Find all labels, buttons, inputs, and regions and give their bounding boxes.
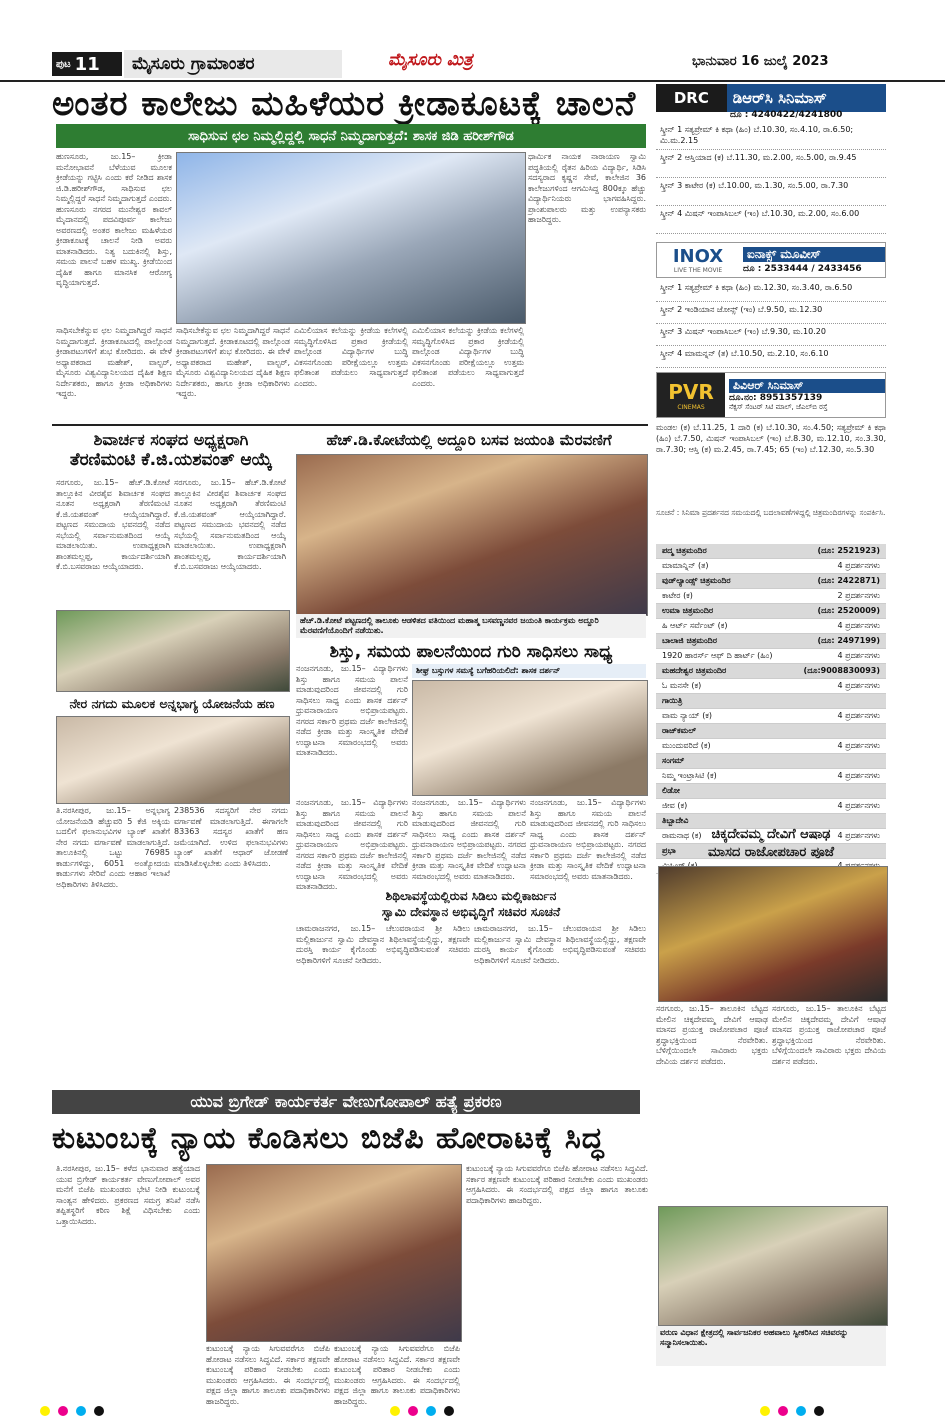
chikkadevamma-body: ಸರಗೂರು, ಜು.15– ತಾಲೂಕಿನ ಬೆಟ್ಟದ ಮೇಲಿನ ಚಿಕ್ಕದೇವಮ್ಮ ದೇವಿಗೆ ಆಷಾಢ ಮಾಸದ ಪ್ರಯುಕ್ತ ರಾಜೋಪಚಾರ ಪೂಜೆ ಶ್ರದ್ಧಾಭಕ್ತಿಯಿಂದ ನೆರವೇರಿತು. ಬೆಳಿಗ್ಗೆಯಿಂದಲೇ ಸಾವಿರಾರು ಭಕ್ತರು ದೇವಿಯ ದರ್ಶನ ಪಡೆದರು. [656, 1004, 768, 1066]
registration-dot [40, 1406, 50, 1416]
pvr-address: ನೆಕ್ಸಸ್ ಸೆಂಟರ್ ಸಿಟಿ ಮಾಲ್, ಜೆ‌ಎಲ್‌ಬಿ ರಸ್ತೆ [729, 402, 828, 411]
film-title: ಜೀವ (ಕ) [662, 801, 688, 810]
drc-listing: ಸ್ಕ್ರೀನ್ 4 ಮಿಷನ್ ಇಂಪಾಸಿಬಲ್ (ಇಂ) ಬೆ.10.30, ಮ.2.00, ಸಂ.6.00 [656, 206, 886, 234]
theatre-name: ಗಾಯಿತ್ರಿ [662, 696, 683, 705]
film-title: 1920 ಹಾರರ್ಸ್ ಆಫ್ ದಿ ಹಾರ್ಟ್ (ಹಿಂ) [662, 651, 773, 660]
inox-listing: ಸ್ಕ್ರೀನ್ 4 ಮಾಮನ್ನನ್ (ತ) ಬೆ.10.50, ಮ.2.10, ಸಂ.6.10 [656, 346, 886, 368]
pvr-phone: ದೂ.ನಂ: 8951357139 [729, 392, 823, 403]
theatre-name: ರಾಜ್‌ಕಮಲ್ [662, 726, 697, 735]
theatre-table [656, 544, 886, 874]
tkm-headline-line1: ಶಿವಾರ್ಚಕ ಸಂಘದ ಅಧ್ಯಕ್ಷರಾಗಿ [93, 430, 249, 449]
youth-body-4: ಕುಟುಂಬಕ್ಕೆ ನ್ಯಾಯ ಸಿಗುವವರೆಗೂ ಬಿಜೆಪಿ ಹೋರಾಟ ನಡೆಸಲು ಸಿದ್ಧವಿದೆ. ಸರ್ಕಾರ ತಕ್ಷಣವೇ ಕುಟುಂಬಕ್ಕೆ ಪರಿಹಾರ ನೀಡಬೇಕು ಎಂದು ಮುಖಂಡರು ಆಗ್ರಹಿಸಿದರು. ಈ ಸಂದರ್ಭದಲ್ಲಿ ಪಕ್ಷದ ಜಿಲ್ಲಾ ಹಾಗೂ ತಾಲೂಕು ಪದಾಧಿಕಾರಿಗಳು ಹಾಜರಿದ್ದರು. [466, 1164, 648, 1205]
theatre-name-row [656, 784, 886, 799]
drc-title: ಡಿಆರ್‌ಸಿ ಸಿನಿಮಾಸ್ [727, 84, 886, 112]
theatre-name: ಸಂಗಮ್ [662, 756, 685, 765]
tkm-photo [56, 610, 290, 692]
show-count: 4 ಪ್ರದರ್ಶನಗಳು [837, 831, 880, 840]
inox-logo: INOX [672, 246, 724, 267]
varuna-photo [658, 1206, 888, 1326]
lead-col3b: ಎಮಿಲಿಯಾಸ ಕಲೆಯನ್ನು ಕ್ರೀಡೆಯ ಕಲೆಗಳಲ್ಲಿ ಸಮೃದ್ಧಿಗೊಳಿಸಿದ ಪ್ರಕಾರ ಕ್ರೀಡೆಯಲ್ಲಿ ಪಾಲ್ಗೊಂಡ ವಿದ್ಯಾರ್ಥಿಗಳ ಬುದ್ಧಿ ವಿಕಸನಗೊಂಡು ಪರೀಕ್ಷೆಯಲ್ಲೂ ಉತ್ತಮ ಫಲಿತಾಂಶ ಪಡೆಯಲು ಸಾಧ್ಯವಾಗುತ್ತದೆ ಎಂದರು. [412, 326, 524, 388]
varuna-caption: ವರುಣ ವಿಧಾನ ಕ್ಷೇತ್ರದಲ್ಲಿ ಸಾರ್ವಜನಿಕರ ಅಹವಾಲು ಸ್ವೀಕರಿಸಿದ ಸಚಿವರನ್ನು ಸನ್ಮಾನಿಸಲಾಯಿತು. [656, 1326, 886, 1366]
theatre-phone: (ದೂ: 2521923) [817, 546, 880, 555]
film-title: ಕಾಟೇರ (ಕ) [662, 591, 693, 600]
film-title: ಮಾಮಾನ್ನಿನ್ (ತ) [662, 561, 709, 570]
pvr-title-block [725, 373, 885, 417]
shisthu-photo [412, 680, 648, 796]
drc-listings [656, 122, 886, 234]
show-count: 4 ಪ್ರದರ್ಶನಗಳು [837, 711, 880, 720]
theatre-name-row [656, 694, 886, 709]
theatre-film-row [656, 799, 886, 814]
registration-dot [444, 1406, 454, 1416]
lead-photo [176, 152, 526, 324]
lead-col3: ಎಮಿಲಿಯಾಸ ಕಲೆಯನ್ನು ಕ್ರೀಡೆಯ ಕಲೆಗಳಲ್ಲಿ ಸಮೃದ್ಧಿಗೊಳಿಸಿದ ಪ್ರಕಾರ ಕ್ರೀಡೆಯಲ್ಲಿ ಪಾಲ್ಗೊಂಡ ವಿದ್ಯಾರ್ಥಿಗಳ ಬುದ್ಧಿ ವಿಕಸನಗೊಂಡು ಪರೀಕ್ಷೆಯಲ್ಲೂ ಉತ್ತಮ ಫಲಿತಾಂಶ ಪಡೆಯಲು ಸಾಧ್ಯವಾಗುತ್ತದೆ ಎಂದರು. [294, 326, 408, 388]
drc-phone: ದೂ : 4240422/4241800 [730, 110, 843, 120]
basava-caption: ಹೆಚ್.ಡಿ.ಕೋಟೆ ಪಟ್ಟಣದಲ್ಲಿ ತಾಲೂಕು ಆಡಳಿತದ ವತಿಯಿಂದ ಮಹಾತ್ಮ ಬಸವಣ್ಣನವರ ಜಯಂತಿ ಕಾರ್ಯಕ್ರಮ ಅದ್ದೂರಿ ಮೆರವಣಿಗೆಯೊಂದಿಗೆ ನಡೆಯಿತು. [296, 614, 646, 638]
registration-dot [408, 1406, 418, 1416]
inox-listings [656, 280, 886, 368]
page-label: ಪುಟ [56, 58, 71, 70]
paper-logo: ಮೈಸೂರು ಮಿತ್ರ [388, 50, 473, 70]
theatre-name: ಉಮಾ ಚಿತ್ರಮಂದಿರ [662, 606, 714, 615]
show-count: 4 ಪ್ರದರ್ಶನಗಳು [837, 771, 880, 780]
section-name: ಮೈಸೂರು ಗ್ರಾಮಾಂತರ [124, 50, 342, 78]
basava-photo [296, 454, 648, 616]
lead-subhead: ಸಾಧಿಸುವ ಛಲ ನಿಮ್ಮಲ್ಲಿದ್ದಲ್ಲಿ ಸಾಧನೆ ನಿಮ್ಮದಾಗುತ್ತದೆ: ಶಾಸಕ ಜಿಡಿ ಹರೀಶ್‍ಗೌಡ [56, 124, 646, 148]
youth-banner: ಯುವ ಬ್ರಿಗೇಡ್ ಕಾರ್ಯಕರ್ತ ವೇಣುಗೋಪಾಲ್ ಹತ್ಯೆ ಪ್ರಕರಣ [52, 1090, 640, 1114]
inox-logo-block [657, 243, 739, 277]
registration-dot [76, 1406, 86, 1416]
theatre-name: ಪದ್ಮ ಚಿತ್ರಮಂದಿರ [662, 546, 707, 555]
registration-dot [796, 1406, 806, 1416]
registration-dot [94, 1406, 104, 1416]
theatre-film-row [656, 709, 886, 724]
film-title: ಹಿ ಆರ್ಟ್ ಸರ್ವೆಂಟ್ (ಕ) [662, 621, 728, 630]
tkm-headline [56, 430, 286, 470]
inox-listing: ಸ್ಕ್ರೀನ್ 2 ಇಂಡಿಯಾನ ಜೋನ್ಸ್ (ಇಂ) ಬೆ.9.50, ಮ.12.30 [656, 302, 886, 324]
inox-listing: ಸ್ಕ್ರೀನ್ 1 ಸತ್ಯಪ್ರೇಮ್ ಕಿ ಕಥಾ (ಹಿಂ) ಮ.12.30, ಸಂ.3.40, ರಾ.6.50 [656, 280, 886, 302]
registration-dot [814, 1406, 824, 1416]
shisthu-body-2: ನಂಜನಗೂಡು, ಜು.15– ವಿದ್ಯಾರ್ಥಿಗಳು ಶಿಸ್ತು ಹಾಗೂ ಸಮಯ ಪಾಲನೆ ಮಾಡುವುದರಿಂದ ಜೀವನದಲ್ಲಿ ಗುರಿ ಸಾಧಿಸಲು ಸಾಧ್ಯ ಎಂದು ಶಾಸಕ ದರ್ಶನ್ ಧ್ರುವನಾರಾಯಣ ಅಭಿಪ್ರಾಯಪಟ್ಟರು. ನಗರದ ಸರ್ಕಾರಿ ಪ್ರಥಮ ದರ್ಜೆ ಕಾಲೇಜಿನಲ್ಲಿ ನಡೆದ ಕ್ರೀಡಾ ಮತ್ತು ಸಾಂಸ್ಕೃತಿಕ ವೇದಿಕೆ ಉದ್ಘಾಟನಾ ಸಮಾರಂಭದಲ್ಲಿ ಅವರು ಮಾತನಾಡಿದರು. [296, 798, 408, 891]
shisthu-photo-caption: ಶೀಘ್ರ ಬಸ್ಸುಗಳ ಸಮಸ್ಯೆ ಬಗೆಹರಿಯಲಿದೆ: ಶಾಸಕ ದರ್ಶನ್ [412, 664, 646, 678]
theatre-film-row [656, 589, 886, 604]
chikkadevamma-headline [656, 826, 886, 862]
show-count: 4 ಪ್ರದರ್ಶನಗಳು [837, 801, 880, 810]
inox-title: ಐನಾಕ್ಸ್ ಮೂವೀಸ್ [743, 247, 885, 262]
drc-listing: ಸ್ಕ್ರೀನ್ 2 ಆಸ್ತಿಯಾದ (ಕ) ಬೆ.11.30, ಮ.2.00, ಸಂ.5.00, ರಾ.9.45 [656, 150, 886, 178]
youth-headline: ಕುಟುಂಬಕ್ಕೆ ನ್ಯಾಯ ಕೊಡಿಸಲು ಬಿಜೆಪಿ ಹೋರಾಟಕ್ಕೆ ಸಿದ್ಧ [52, 1121, 605, 1156]
theatre-film-row [656, 649, 886, 664]
chikkadevamma-photo [658, 866, 888, 1002]
page-number: 11 [74, 53, 100, 75]
theatre-name: ಲಿಡೋ [662, 786, 680, 795]
theatre-name-row [656, 544, 886, 559]
drc-listing: ಸ್ಕ್ರೀನ್ 3 ಕಾಟೇರ (ಕ) ಬೆ.10.00, ಮ.1.30, ಸಂ.5.00, ರಾ.7.30 [656, 178, 886, 206]
registration-dot [760, 1406, 770, 1416]
registration-dot [426, 1406, 436, 1416]
theatre-phone: (ದೂ: 2497199) [817, 636, 880, 645]
show-count: 4 ಪ್ರದರ್ಶನಗಳು [837, 741, 880, 750]
lead-col2: ಸಾಧಿಸಬೇಕೆನ್ನುವ ಛಲ ನಿಮ್ಮದಾಗಿದ್ದರೆ ಸಾಧನೆ ನಿಮ್ಮದಾಗುತ್ತದೆ. ಕ್ರೀಡಾಕೂಟದಲ್ಲಿ ಪಾಲ್ಗೊಂಡ ಕ್ರೀಡಾಪಟುಗಳಿಗೆ ಶುಭ ಕೋರಿದರು. ಈ ವೇಳೆ ಅಧ್ಯಾಪಕರಾದ ಮಹೇಶ್, ವಾಲ್ಟರ್, ಮೈಸೂರು ವಿಶ್ವವಿದ್ಯಾನಿಲಯದ ದೈಹಿಕ ಶಿಕ್ಷಣ ನಿರ್ದೇಶಕರು, ಹಾಗೂ ಕ್ರೀಡಾ ಅಧಿಕಾರಿಗಳು ಇದ್ದರು. [176, 326, 290, 398]
divider [52, 424, 648, 426]
shisthu-headline: ಶಿಸ್ತು, ಸಮಯ ಪಾಲನೆಯಿಂದ ಗುರಿ ಸಾಧಿಸಲು ಸಾಧ್ಯ [329, 642, 613, 662]
drc-listing: ಸ್ಕ್ರೀನ್ 1 ಸತ್ಯಪ್ರೇಮ್ ಕಿ ಕಥಾ (ಹಿಂ) ಬೆ.10.30, ಸಂ.4.10, ರಾ.6.50; ಮಿ.ಮ.2.15 [656, 122, 886, 150]
pvr-sub: CINEMAS [677, 403, 705, 411]
theatre-film-row [656, 619, 886, 634]
inox-phone: ದೂ : 2533444 / 2433456 [743, 263, 862, 274]
film-title: ವಾಮ ನ್ಯಾಯ್ (ಕ) [662, 711, 713, 720]
film-title: ಮುಂದುವರಿದೆ (ಕ) [662, 741, 711, 750]
inox-header [656, 242, 886, 278]
show-count: 4 ಪ್ರದರ್ಶನಗಳು [837, 681, 880, 690]
theatre-phone: (ದೂ:9008830093) [803, 666, 880, 675]
registration-dot [58, 1406, 68, 1416]
film-title: ಓ ಮನಸೇ (ಕ) [662, 681, 702, 690]
tkm-body-2: ಸರಗೂರು, ಜು.15– ಹೆಚ್.ಡಿ.ಕೋಟೆ ತಾಲ್ಲೂಕಿನ ವೀರಶೈವ ಶಿವಾರ್ಚಕ ಸಂಘದ ನೂತನ ಅಧ್ಯಕ್ಷರಾಗಿ ತೆರಣಿಮಂಟಿ ಕೆ.ಜಿ.ಯಶವಂತ್ ಆಯ್ಕೆಯಾಗಿದ್ದಾರೆ. ಪಟ್ಟಣದ ಸಮುದಾಯ ಭವನದಲ್ಲಿ ನಡೆದ ಸಭೆಯಲ್ಲಿ ಸರ್ವಾನುಮತದಿಂದ ಆಯ್ಕೆ ಮಾಡಲಾಯಿತು. ಉಪಾಧ್ಯಕ್ಷರಾಗಿ ಶಾಂತಮಲ್ಲಪ್ಪ, ಕಾರ್ಯದರ್ಶಿಯಾಗಿ ಕೆ.ಬಿ.ಬಸವರಾಜು ಆಯ್ಕೆಯಾದರು. [174, 478, 286, 571]
youth-body: ತಿ.ನರಸೀಪುರ, ಜು.15– ಕಳೆದ ಭಾನುವಾರ ಹತ್ಯೆಯಾದ ಯುವ ಬ್ರಿಗೇಡ್ ಕಾರ್ಯಕರ್ತ ವೇಣುಗೋಪಾಲ್ ಅವರ ಮನೆಗೆ ಬಿಜೆಪಿ ಮುಖಂಡರು ಭೇಟಿ ನೀಡಿ ಕುಟುಂಬಕ್ಕೆ ಸಾಂತ್ವನ ಹೇಳಿದರು. ಪ್ರಕರಣದ ಸಮಗ್ರ ತನಿಖೆ ನಡೆಸಿ ತಪ್ಪಿತಸ್ಥರಿಗೆ ಕಠಿಣ ಶಿಕ್ಷೆ ವಿಧಿಸಬೇಕು ಎಂದು ಒತ್ತಾಯಿಸಿದರು. [56, 1164, 200, 1226]
theatre-name-row [656, 604, 886, 619]
theatre-film-row [656, 559, 886, 574]
theatre-name: ಮಹದೇಶ್ವರ ಚಿತ್ರಮಂದಿರ [662, 666, 727, 675]
show-count: 2 ಪ್ರದರ್ಶನಗಳು [837, 591, 880, 600]
youth-photo [206, 1164, 462, 1342]
mallikarjuna-headline [296, 888, 646, 920]
pvr-header [656, 372, 886, 418]
youth-body-3: ಕುಟುಂಬಕ್ಕೆ ನ್ಯಾಯ ಸಿಗುವವರೆಗೂ ಬಿಜೆಪಿ ಹೋರಾಟ ನಡೆಸಲು ಸಿದ್ಧವಿದೆ. ಸರ್ಕಾರ ತಕ್ಷಣವೇ ಕುಟುಂಬಕ್ಕೆ ಪರಿಹಾರ ನೀಡಬೇಕು ಎಂದು ಮುಖಂಡರು ಆಗ್ರಹಿಸಿದರು. ಈ ಸಂದರ್ಭದಲ್ಲಿ ಪಕ್ಷದ ಜಿಲ್ಲಾ ಹಾಗೂ ತಾಲೂಕು ಪದಾಧಿಕಾರಿಗಳು ಹಾಜರಿದ್ದರು. [334, 1344, 460, 1406]
mallikarjuna-body: ಚಾಮರಾಜನಗರ, ಜು.15– ಚೆಲುವರಾಯನ ಶ್ರೀ ಸಿಡಿಲು ಮಲ್ಲಿಕಾರ್ಜುನ ಸ್ವಾಮಿ ದೇವಸ್ಥಾನ ಶಿಥಿಲಾವಸ್ಥೆಯಲ್ಲಿದ್ದು, ತಕ್ಷಣವೇ ದುರಸ್ತಿ ಕಾರ್ಯ ಕೈಗೊಂಡು ಅಭಿವೃದ್ಧಿಪಡಿಸುವಂತೆ ಸಚಿವರು ಅಧಿಕಾರಿಗಳಿಗೆ ಸೂಚನೆ ನೀಡಿದರು. [296, 924, 470, 965]
theatre-phone: (ದೂ: 2520009) [817, 606, 880, 615]
registration-dot [778, 1406, 788, 1416]
theatre-name: ಬಾಲಾಜಿ ಚಿತ್ರಮಂದಿರ [662, 636, 717, 645]
theatre-name-row [656, 664, 886, 679]
anna-body: ತಿ.ನರಸೀಪುರ, ಜು.15– ಅನ್ನಭಾಗ್ಯ ಯೋಜನೆಯಡಿ ಹೆಚ್ಚುವರಿ 5 ಕೆಜಿ ಅಕ್ಕಿಯ ಬದಲಿಗೆ ಫಲಾನುಭವಿಗಳ ಬ್ಯಾಂಕ್ ಖಾತೆಗೆ ನೇರ ನಗದು ವರ್ಗಾವಣೆ ಮಾಡಲಾಗುತ್ತಿದೆ. ತಾಲೂಕಿನಲ್ಲಿ ಒಟ್ಟು 76985 ಕಾರ್ಡುಗಳಿದ್ದು, 6051 ಅಂತ್ಯೋದಯ ಕಾರ್ಡುಗಳು ಸೇರಿವೆ ಎಂದು ಆಹಾರ ಇಲಾಖೆ ಅಧಿಕಾರಿಗಳು ತಿಳಿಸಿದರು. [56, 806, 170, 889]
theatre-film-row [656, 739, 886, 754]
drc-logo: DRC [656, 84, 727, 112]
tkm-headline-line2: ತೆರಣಿಮಂಟಿ ಕೆ.ಜಿ.ಯಶವಂತ್ ಆಯ್ಕೆ [69, 450, 273, 470]
registration-marks-right [760, 1406, 824, 1416]
youth-body-2: ಕುಟುಂಬಕ್ಕೆ ನ್ಯಾಯ ಸಿಗುವವರೆಗೂ ಬಿಜೆಪಿ ಹೋರಾಟ ನಡೆಸಲು ಸಿದ್ಧವಿದೆ. ಸರ್ಕಾರ ತಕ್ಷಣವೇ ಕುಟುಂಬಕ್ಕೆ ಪರಿಹಾರ ನೀಡಬೇಕು ಎಂದು ಮುಖಂಡರು ಆಗ್ರಹಿಸಿದರು. ಈ ಸಂದರ್ಭದಲ್ಲಿ ಪಕ್ಷದ ಜಿಲ್ಲಾ ಹಾಗೂ ತಾಲೂಕು ಪದಾಧಿಕಾರಿಗಳು ಹಾಜರಿದ್ದರು. [206, 1344, 330, 1406]
theatre-name-row [656, 754, 886, 769]
show-count: 4 ಪ್ರದರ್ಶನಗಳು [837, 561, 880, 570]
chikkadevamma-headline-line1: ಚಿಕ್ಕದೇವಮ್ಮ ದೇವಿಗೆ ಆಷಾಢ [711, 827, 831, 842]
lead-col4: ಧಾರ್ಮಿಕ ನಾಯಕ ನಾರಾಯಣ ಸ್ವಾಮಿ ಪದ್ಧತಿಯಲ್ಲಿ ರೈತನ ಹಿರಿಯ ವಿದ್ಯಾರ್ಥಿ, ಸಿಡಿಸಿ ಸದಸ್ಯರಾದ ಕೃಷ್ಣನ ಸೇವೆ, ಕಾಲೇಜಿನ 36 ಕಾಲೇಜುಗಳಿಂದ ಆಗಮಿಸಿದ್ದ 800ಕ್ಕೂ ಹೆಚ್ಚು ವಿದ್ಯಾರ್ಥಿನಿಯರು ಭಾಗವಹಿಸಿದ್ದರು. ಪ್ರಾಂಶುಪಾಲರು ಮತ್ತು ಉಪನ್ಯಾಸಕರು ಹಾಜರಿದ್ದರು. [528, 152, 646, 224]
dateline: ಭಾನುವಾರ 16 ಜುಲೈ 2023 [692, 54, 829, 69]
shisthu-body-3: ನಂಜನಗೂಡು, ಜು.15– ವಿದ್ಯಾರ್ಥಿಗಳು ಶಿಸ್ತು ಹಾಗೂ ಸಮಯ ಪಾಲನೆ ಮಾಡುವುದರಿಂದ ಜೀವನದಲ್ಲಿ ಗುರಿ ಸಾಧಿಸಲು ಸಾಧ್ಯ ಎಂದು ಶಾಸಕ ದರ್ಶನ್ ಧ್ರುವನಾರಾಯಣ ಅಭಿಪ್ರಾಯಪಟ್ಟರು. ನಗರದ ಸರ್ಕಾರಿ ಪ್ರಥಮ ದರ್ಜೆ ಕಾಲೇಜಿನಲ್ಲಿ ನಡೆದ ಕ್ರೀಡಾ ಮತ್ತು ಸಾಂಸ್ಕೃತಿಕ ವೇದಿಕೆ ಉದ್ಘಾಟನಾ ಸಮಾರಂಭದಲ್ಲಿ ಅವರು ಮಾತನಾಡಿದರು. [412, 798, 526, 881]
theatre-name-row [656, 574, 886, 589]
registration-dot [390, 1406, 400, 1416]
theatre-name-row [656, 724, 886, 739]
page-number-badge [52, 52, 122, 76]
registration-marks-left [40, 1406, 104, 1416]
chikkadevamma-body-2: ಸರಗೂರು, ಜು.15– ತಾಲೂಕಿನ ಬೆಟ್ಟದ ಮೇಲಿನ ಚಿಕ್ಕದೇವಮ್ಮ ದೇವಿಗೆ ಆಷಾಢ ಮಾಸದ ಪ್ರಯುಕ್ತ ರಾಜೋಪಚಾರ ಪೂಜೆ ಶ್ರದ್ಧಾಭಕ್ತಿಯಿಂದ ನೆರವೇರಿತು. ಬೆಳಿಗ್ಗೆಯಿಂದಲೇ ಸಾವಿರಾರು ಭಕ್ತರು ದೇವಿಯ ದರ್ಶನ ಪಡೆದರು. [772, 1004, 886, 1066]
lead-col1: ಹುಣಸೂರು, ಜು.15– ಕ್ರೀಡಾ ಮನೋಭಾವನೆ ಬೆಳೆಯುವ ಮೂಲಕ ಕ್ರೀಡೆಯನ್ನು ಗಟ್ಟಿಸಿ ಎಂದು ಕರೆ ನೀಡಿದ ಶಾಸಕ ಜಿ.ಡಿ.ಹರೀಶ್‍ಗೌಡ, ಸಾಧಿಸುವ ಛಲ ನಿಮ್ಮಲ್ಲಿದ್ದರೆ ಸಾಧನೆ ನಿಮ್ಮದಾಗುತ್ತದೆ ಎಂದರು. ಹುಣಸೂರು ನಗರದ ಮುನೇಶ್ವರ ಕಾವಲ್ ಮೈದಾನದಲ್ಲಿ ಪದವಿಪೂರ್ವ ಕಾಲೇಜು ಅವರಣದಲ್ಲಿ ಅಂತರ ಕಾಲೇಜು ಮಹಿಳೆಯರ ಕ್ರೀಡಾಕೂಟಕ್ಕೆ ಚಾಲನೆ ನೀಡಿ ಅವರು ಮಾತನಾಡಿದರು. ನಿತ್ಯ ಬದುಕಿನಲ್ಲಿ ಶಿಸ್ತು, ಸಮಯ ಪಾಲನೆ ಬಹಳ ಮುಖ್ಯ. ಕ್ರೀಡೆಯಿಂದ ದೈಹಿಕ ಹಾಗೂ ಮಾನಸಿಕ ಆರೋಗ್ಯ ವೃದ್ಧಿಯಾಗುತ್ತದೆ. [56, 152, 172, 287]
theatre-film-row [656, 679, 886, 694]
lead-headline: ಅಂತರ ಕಾಲೇಜು ಮಹಿಳೆಯರ ಕ್ರೀಡಾಕೂಟಕ್ಕೆ ಚಾಲನೆ [52, 84, 637, 124]
mallikarjuna-headline-line2: ಸ್ವಾಮಿ ದೇವಸ್ಥಾನ ಅಭಿವೃದ್ಧಿಗೆ ಸಚಿವರ ಸೂಚನೆ [381, 905, 561, 919]
pvr-listings: ಮಂಡಲ (ಕ) ಬೆ.11.25, 1 ದಾರಿ (ಕ) ಬೆ.10.30, ಸಂ.4.50; ಸತ್ಯಪ್ರೇಮ್ ಕಿ ಕಥಾ (ಹಿಂ) ಬೆ.7.50, ಮಿಷನ್ ಇಂಪಾಸಿಬಲ್ (ಇಂ) ಬೆ.8.30, ಮ.12.10, ಸಂ.3.30, ರಾ.7.30; ಆಸ್ತಿ (ಕ) ಮ.2.45, ರಾ.7.45; 65 (ಇಂ) ಬೆ.12.30, ಸಂ.5.30 [656, 423, 886, 454]
basava-headline: ಹೆಚ್.ಡಿ.ಕೋಟೆಯಲ್ಲಿ ಅದ್ದೂರಿ ಬಸವ ಜಯಂತಿ ಮೆರವಣಿಗೆ [326, 431, 612, 449]
shisthu-body: ನಂಜನಗೂಡು, ಜು.15– ವಿದ್ಯಾರ್ಥಿಗಳು ಶಿಸ್ತು ಹಾಗೂ ಸಮಯ ಪಾಲನೆ ಮಾಡುವುದರಿಂದ ಜೀವನದಲ್ಲಿ ಗುರಿ ಸಾಧಿಸಲು ಸಾಧ್ಯ ಎಂದು ಶಾಸಕ ದರ್ಶನ್ ಧ್ರುವನಾರಾಯಣ ಅಭಿಪ್ರಾಯಪಟ್ಟರು. ನಗರದ ಸರ್ಕಾರಿ ಪ್ರಥಮ ದರ್ಜೆ ಕಾಲೇಜಿನಲ್ಲಿ ನಡೆದ ಕ್ರೀಡಾ ಮತ್ತು ಸಾಂಸ್ಕೃತಿಕ ವೇದಿಕೆ ಉದ್ಘಾಟನಾ ಸಮಾರಂಭದಲ್ಲಿ ಅವರು ಮಾತನಾಡಿದರು. [296, 664, 408, 757]
theatre-phone: (ದೂ: 2422871) [817, 576, 880, 585]
theatre-name-row [656, 634, 886, 649]
theatre-name: ಪ್ರಭಾ [662, 846, 676, 855]
film-title: ನಿಮ್ಮ ಇಂಟ್ರಾಸಿಟಿ (ಕ) [662, 771, 717, 780]
theatre-name: ತಿಬ್ಬಾದೇವಿ [662, 816, 689, 825]
anna-headline: ನೇರ ನಗದು ಮೂಲಕ ಅನ್ನಭಾಗ್ಯ ಯೋಜನೆಯ ಹಣ [69, 696, 275, 711]
anna-photo [56, 716, 290, 804]
mallikarjuna-body-2: ಚಾಮರಾಜನಗರ, ಜು.15– ಚೆಲುವರಾಯನ ಶ್ರೀ ಸಿಡಿಲು ಮಲ್ಲಿಕಾರ್ಜುನ ಸ್ವಾಮಿ ದೇವಸ್ಥಾನ ಶಿಥಿಲಾವಸ್ಥೆಯಲ್ಲಿದ್ದು, ತಕ್ಷಣವೇ ದುರಸ್ತಿ ಕಾರ್ಯ ಕೈಗೊಂಡು ಅಭಿವೃದ್ಧಿಪಡಿಸುವಂತೆ ಸಚಿವರು ಅಧಿಕಾರಿಗಳಿಗೆ ಸೂಚನೆ ನೀಡಿದರು. [474, 924, 646, 965]
mallikarjuna-headline-line1: ಶಿಥಿಲಾವಸ್ಥೆಯಲ್ಲಿರುವ ಸಿಡಿಲು ಮಲ್ಲಿಕಾರ್ಜುನ [385, 889, 557, 903]
lead-col1b: ಸಾಧಿಸಬೇಕೆನ್ನುವ ಛಲ ನಿಮ್ಮದಾಗಿದ್ದರೆ ಸಾಧನೆ ನಿಮ್ಮದಾಗುತ್ತದೆ. ಕ್ರೀಡಾಕೂಟದಲ್ಲಿ ಪಾಲ್ಗೊಂಡ ಕ್ರೀಡಾಪಟುಗಳಿಗೆ ಶುಭ ಕೋರಿದರು. ಈ ವೇಳೆ ಅಧ್ಯಾಪಕರಾದ ಮಹೇಶ್, ವಾಲ್ಟರ್, ಮೈಸೂರು ವಿಶ್ವವಿದ್ಯಾನಿಲಯದ ದೈಹಿಕ ಶಿಕ್ಷಣ ನಿರ್ದೇಶಕರು, ಹಾಗೂ ಕ್ರೀಡಾ ಅಧಿಕಾರಿಗಳು ಇದ್ದರು. [56, 326, 172, 398]
show-count: 4 ಪ್ರದರ್ಶನಗಳು [837, 621, 880, 630]
registration-marks-center [390, 1406, 454, 1416]
inox-tagline: LIVE THE MOVIE [673, 267, 723, 274]
shisthu-body-4: ನಂಜನಗೂಡು, ಜು.15– ವಿದ್ಯಾರ್ಥಿಗಳು ಶಿಸ್ತು ಹಾಗೂ ಸಮಯ ಪಾಲನೆ ಮಾಡುವುದರಿಂದ ಜೀವನದಲ್ಲಿ ಗುರಿ ಸಾಧಿಸಲು ಸಾಧ್ಯ ಎಂದು ಶಾಸಕ ದರ್ಶನ್ ಧ್ರುವನಾರಾಯಣ ಅಭಿಪ್ರಾಯಪಟ್ಟರು. ನಗರದ ಸರ್ಕಾರಿ ಪ್ರಥಮ ದರ್ಜೆ ಕಾಲೇಜಿನಲ್ಲಿ ನಡೆದ ಕ್ರೀಡಾ ಮತ್ತು ಸಾಂಸ್ಕೃತಿಕ ವೇದಿಕೆ ಉದ್ಘಾಟನಾ ಸಮಾರಂಭದಲ್ಲಿ ಅವರು ಮಾತನಾಡಿದರು. [530, 798, 646, 881]
tkm-body: ಸರಗೂರು, ಜು.15– ಹೆಚ್.ಡಿ.ಕೋಟೆ ತಾಲ್ಲೂಕಿನ ವೀರಶೈವ ಶಿವಾರ್ಚಕ ಸಂಘದ ನೂತನ ಅಧ್ಯಕ್ಷರಾಗಿ ತೆರಣಿಮಂಟಿ ಕೆ.ಜಿ.ಯಶವಂತ್ ಆಯ್ಕೆಯಾಗಿದ್ದಾರೆ. ಪಟ್ಟಣದ ಸಮುದಾಯ ಭವನದಲ್ಲಿ ನಡೆದ ಸಭೆಯಲ್ಲಿ ಸರ್ವಾನುಮತದಿಂದ ಆಯ್ಕೆ ಮಾಡಲಾಯಿತು. ಉಪಾಧ್ಯಕ್ಷರಾಗಿ ಶಾಂತಮಲ್ಲಪ್ಪ, ಕಾರ್ಯದರ್ಶಿಯಾಗಿ ಕೆ.ಬಿ.ಬಸವರಾಜು ಆಯ್ಕೆಯಾದರು. [56, 478, 170, 571]
theatre-name: ವುಡ್‌ಲ್ಯಾಂಡ್ಸ್ ಚಿತ್ರಮಂದಿರ [662, 576, 731, 585]
show-count: 4 ಪ್ರದರ್ಶನಗಳು [837, 651, 880, 660]
pvr-note: ಸೂಚನೆ : ಸಿನಿಮಾ ಪ್ರದರ್ಶನದ ಸಮಯದಲ್ಲಿ ಬದಲಾವಣೆಗಳಿದ್ದಲ್ಲಿ ಚಿತ್ರಮಂದಿರಗಳನ್ನು ಸಂಪರ್ಕಿಸಿ. [656, 508, 886, 517]
pvr-title: ಪಿವಿಆರ್ ಸಿನಿಮಾಸ್ [729, 379, 885, 393]
inox-listing: ಸ್ಕ್ರೀನ್ 3 ಮಿಷನ್ ಇಂಪಾಸಿಬಲ್ (ಇಂ) ಬೆ.9.30, ಮ.10.20 [656, 324, 886, 346]
theatre-film-row [656, 769, 886, 784]
inox-title-block [739, 243, 885, 277]
anna-body-2: 238536 ಸದಸ್ಯರಿಗೆ ನೇರ ನಗದು ವರ್ಗಾವಣೆ ಮಾಡಲಾಗುತ್ತಿದೆ. ಈಗಾಗಲೇ 83363 ಸದಸ್ಯರ ಖಾತೆಗೆ ಹಣ ಜಮೆಯಾಗಿದೆ. ಉಳಿದ ಫಲಾನುಭವಿಗಳು ಬ್ಯಾಂಕ್ ಖಾತೆಗೆ ಆಧಾರ್ ಜೋಡಣೆ ಮಾಡಿಸಿಕೊಳ್ಳಬೇಕು ಎಂದು ತಿಳಿಸಿದರು. [174, 806, 288, 868]
pvr-logo: PVR [668, 379, 714, 404]
pvr-logo-block [657, 373, 725, 417]
drc-header [656, 84, 886, 112]
film-title: ರಾಮನಾಥ (ಕ) [662, 831, 702, 840]
chikkadevamma-headline-line2: ಮಾಸದ ರಾಜೋಪಚಾರ ಪೂಜೆ [708, 845, 834, 860]
